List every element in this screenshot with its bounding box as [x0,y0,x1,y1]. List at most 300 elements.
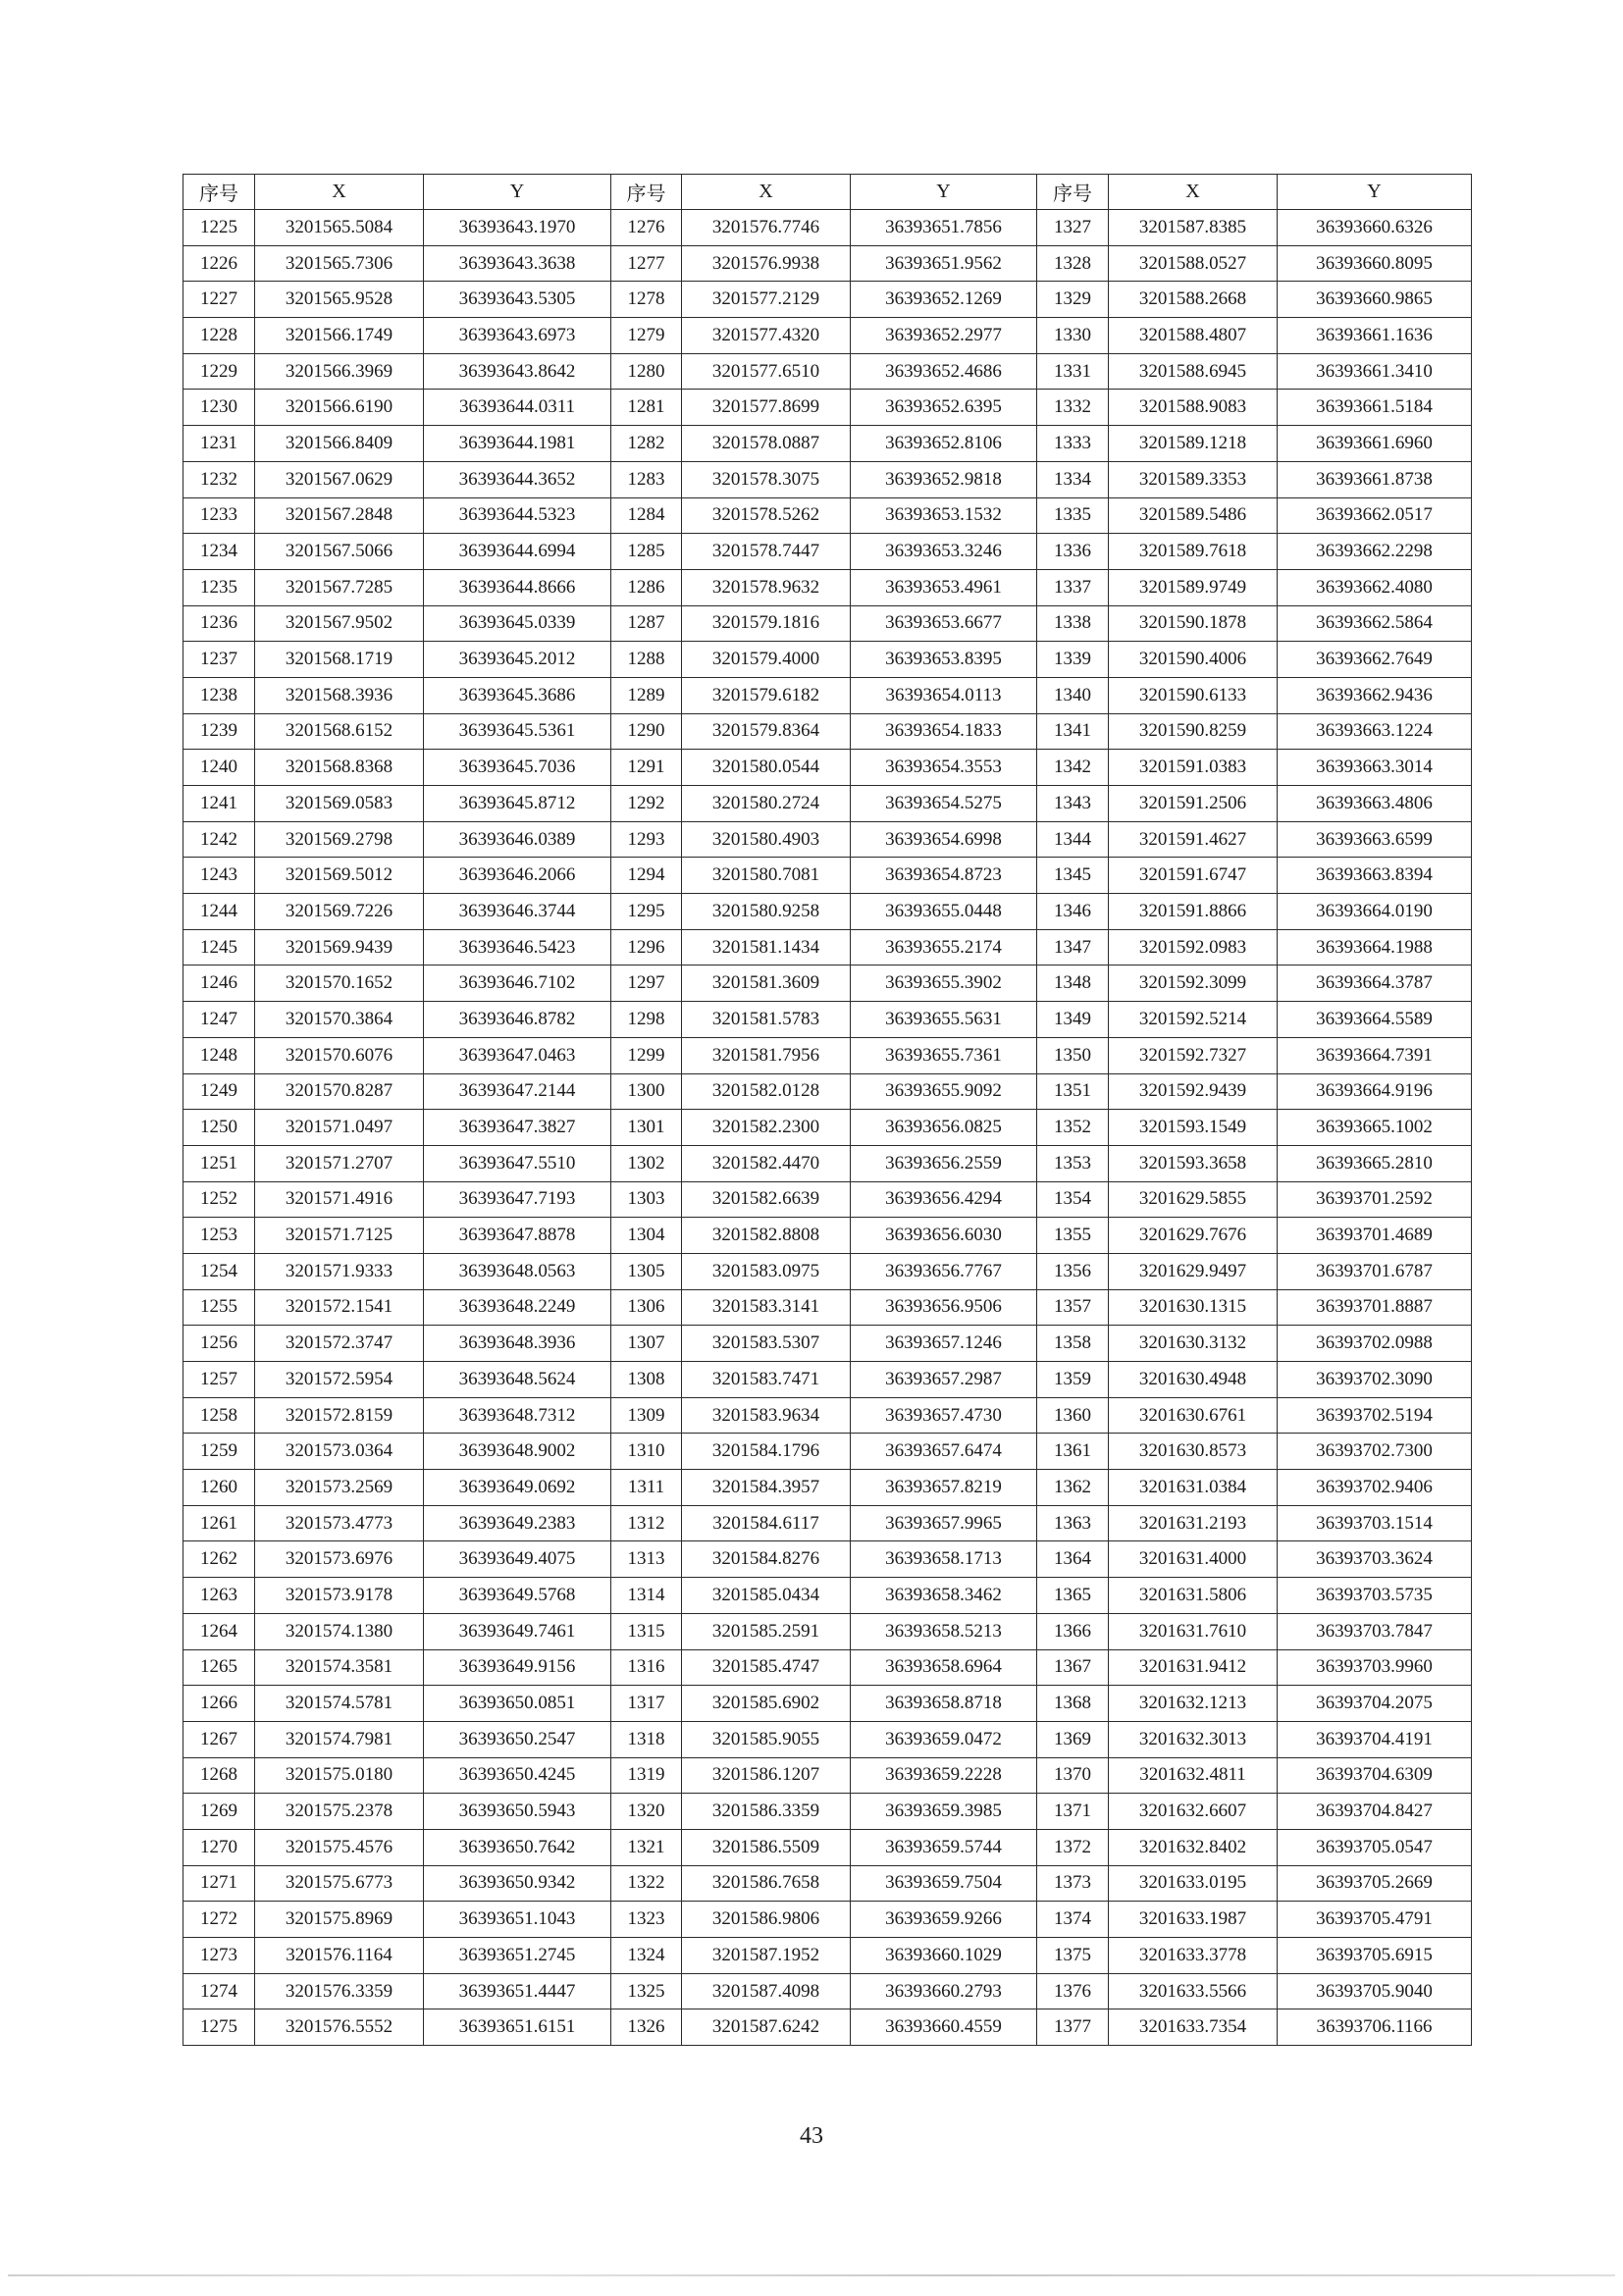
x-cell: 3201568.3936 [255,677,424,713]
x-cell: 3201575.2378 [255,1794,424,1830]
table-row [183,1362,1472,1398]
table-row [183,965,1472,1002]
x-cell: 3201587.1952 [682,1938,851,1974]
x-cell: 3201583.0975 [682,1253,851,1289]
x-cell: 3201588.9083 [1109,390,1278,426]
y-cell: 36393661.5184 [1278,390,1472,426]
x-cell: 3201572.8159 [255,1397,424,1434]
x-cell: 3201589.9749 [1109,569,1278,605]
y-cell: 36393704.4191 [1278,1721,1472,1757]
y-cell: 36393660.6326 [1278,210,1472,246]
y-cell: 36393703.9960 [1278,1649,1472,1686]
table-row [183,821,1472,858]
x-cell: 3201586.9806 [682,1902,851,1938]
x-cell: 3201565.9528 [255,282,424,318]
y-cell: 36393664.1988 [1278,929,1472,965]
x-cell: 3201589.7618 [1109,534,1278,570]
seq-cell: 1333 [1037,426,1109,462]
seq-cell: 1367 [1037,1649,1109,1686]
x-cell: 3201576.3359 [255,1973,424,2009]
y-cell: 36393656.0825 [851,1110,1037,1146]
seq-cell: 1233 [183,497,255,534]
x-cell: 3201629.9497 [1109,1253,1278,1289]
x-cell: 3201576.7746 [682,210,851,246]
y-cell: 36393644.3652 [424,461,611,497]
seq-cell: 1251 [183,1145,255,1181]
y-cell: 36393659.7504 [851,1865,1037,1902]
seq-cell: 1360 [1037,1397,1109,1434]
seq-cell: 1259 [183,1434,255,1470]
seq-cell: 1295 [611,894,682,930]
y-cell: 36393662.0517 [1278,497,1472,534]
y-cell: 36393660.1029 [851,1938,1037,1974]
seq-cell: 1345 [1037,858,1109,894]
x-cell: 3201571.4916 [255,1181,424,1218]
seq-cell: 1281 [611,390,682,426]
x-cell: 3201589.5486 [1109,497,1278,534]
x-cell: 3201591.8866 [1109,894,1278,930]
x-cell: 3201568.6152 [255,713,424,750]
x-cell: 3201589.1218 [1109,426,1278,462]
y-cell: 36393654.3553 [851,750,1037,786]
x-cell: 3201586.5509 [682,1829,851,1865]
seq-cell: 1249 [183,1073,255,1110]
y-cell: 36393647.5510 [424,1145,611,1181]
table-row [183,318,1472,354]
seq-cell: 1348 [1037,965,1109,1002]
x-cell: 3201572.5954 [255,1362,424,1398]
x-cell: 3201584.8276 [682,1541,851,1578]
seq-cell: 1312 [611,1505,682,1541]
seq-cell: 1374 [1037,1902,1109,1938]
seq-cell: 1288 [611,642,682,678]
y-cell: 36393647.8878 [424,1218,611,1254]
seq-cell: 1245 [183,929,255,965]
y-cell: 36393701.8887 [1278,1289,1472,1326]
y-cell: 36393702.9406 [1278,1470,1472,1506]
seq-cell: 1229 [183,353,255,390]
x-cell: 3201586.7658 [682,1865,851,1902]
seq-cell: 1237 [183,642,255,678]
seq-cell: 1332 [1037,390,1109,426]
y-cell: 36393664.3787 [1278,965,1472,1002]
table-row [183,461,1472,497]
seq-cell: 1317 [611,1686,682,1722]
y-cell: 36393661.8738 [1278,461,1472,497]
table-row [183,569,1472,605]
y-cell: 36393704.8427 [1278,1794,1472,1830]
x-cell: 3201577.6510 [682,353,851,390]
y-cell: 36393652.4686 [851,353,1037,390]
seq-cell: 1302 [611,1145,682,1181]
y-cell: 36393651.2745 [424,1938,611,1974]
x-cell: 3201591.6747 [1109,858,1278,894]
x-cell: 3201582.0128 [682,1073,851,1110]
seq-cell: 1329 [1037,282,1109,318]
seq-cell: 1334 [1037,461,1109,497]
y-cell: 36393647.2144 [424,1073,611,1110]
x-cell: 3201573.9178 [255,1578,424,1614]
seq-cell: 1265 [183,1649,255,1686]
x-cell: 3201629.5855 [1109,1181,1278,1218]
seq-cell: 1310 [611,1434,682,1470]
x-cell: 3201592.0983 [1109,929,1278,965]
x-cell: 3201567.0629 [255,461,424,497]
seq-cell: 1230 [183,390,255,426]
x-cell: 3201631.9412 [1109,1649,1278,1686]
seq-cell: 1246 [183,965,255,1002]
x-cell: 3201587.4098 [682,1973,851,2009]
x-cell: 3201592.5214 [1109,1002,1278,1038]
table-row [183,2009,1472,2046]
seq-cell: 1286 [611,569,682,605]
y-cell: 36393650.2547 [424,1721,611,1757]
x-cell: 3201590.4006 [1109,642,1278,678]
table-row [183,1470,1472,1506]
x-cell: 3201586.3359 [682,1794,851,1830]
table-row [183,1973,1472,2009]
y-cell: 36393652.6395 [851,390,1037,426]
seq-cell: 1275 [183,2009,255,2046]
x-cell: 3201591.2506 [1109,786,1278,822]
table-row [183,1794,1472,1830]
seq-cell: 1236 [183,605,255,642]
seq-cell: 1253 [183,1218,255,1254]
x-cell: 3201633.0195 [1109,1865,1278,1902]
seq-cell: 1304 [611,1218,682,1254]
y-cell: 36393701.6787 [1278,1253,1472,1289]
y-cell: 36393646.7102 [424,965,611,1002]
x-cell: 3201579.4000 [682,642,851,678]
x-cell: 3201570.6076 [255,1037,424,1073]
x-cell: 3201631.5806 [1109,1578,1278,1614]
seq-cell: 1364 [1037,1541,1109,1578]
seq-cell: 1330 [1037,318,1109,354]
x-cell: 3201582.4470 [682,1145,851,1181]
y-cell: 36393643.1970 [424,210,611,246]
coordinate-table [183,174,1472,2046]
seq-cell: 1279 [611,318,682,354]
y-cell: 36393662.4080 [1278,569,1472,605]
y-cell: 36393663.1224 [1278,713,1472,750]
table-row [183,929,1472,965]
x-cell: 3201577.8699 [682,390,851,426]
bottom-scan-line [8,2274,1615,2276]
y-cell: 36393663.3014 [1278,750,1472,786]
y-cell: 36393660.4559 [851,2009,1037,2046]
x-cell: 3201567.5066 [255,534,424,570]
y-cell: 36393704.2075 [1278,1686,1472,1722]
y-cell: 36393649.4075 [424,1541,611,1578]
y-cell: 36393658.1713 [851,1541,1037,1578]
table-row [183,1757,1472,1794]
y-cell: 36393648.2249 [424,1289,611,1326]
seq-cell: 1363 [1037,1505,1109,1541]
seq-cell: 1228 [183,318,255,354]
y-cell: 36393660.2793 [851,1973,1037,2009]
x-cell: 3201573.6976 [255,1541,424,1578]
seq-cell: 1289 [611,677,682,713]
y-cell: 36393654.8723 [851,858,1037,894]
x-cell: 3201584.6117 [682,1505,851,1541]
seq-cell: 1328 [1037,245,1109,282]
table-row [183,1181,1472,1218]
seq-cell: 1359 [1037,1362,1109,1398]
x-cell: 3201588.2668 [1109,282,1278,318]
y-cell: 36393702.0988 [1278,1326,1472,1362]
x-cell: 3201632.6607 [1109,1794,1278,1830]
seq-cell: 1311 [611,1470,682,1506]
y-cell: 36393705.2669 [1278,1865,1472,1902]
seq-cell: 1283 [611,461,682,497]
x-cell: 3201590.8259 [1109,713,1278,750]
seq-cell: 1377 [1037,2009,1109,2046]
y-cell: 36393647.3827 [424,1110,611,1146]
seq-cell: 1307 [611,1326,682,1362]
x-cell: 3201588.4807 [1109,318,1278,354]
x-cell: 3201567.2848 [255,497,424,534]
x-cell: 3201580.7081 [682,858,851,894]
table-row [183,1578,1472,1614]
y-cell: 36393657.2987 [851,1362,1037,1398]
seq-cell: 1369 [1037,1721,1109,1757]
x-cell: 3201567.9502 [255,605,424,642]
seq-cell: 1327 [1037,210,1109,246]
seq-cell: 1294 [611,858,682,894]
seq-cell: 1372 [1037,1829,1109,1865]
seq-cell: 1268 [183,1757,255,1794]
table-row [183,1649,1472,1686]
y-cell: 36393703.7847 [1278,1613,1472,1649]
table-row [183,786,1472,822]
seq-cell: 1337 [1037,569,1109,605]
seq-cell: 1322 [611,1865,682,1902]
seq-cell: 1248 [183,1037,255,1073]
seq-cell: 1353 [1037,1145,1109,1181]
seq-cell: 1226 [183,245,255,282]
y-cell: 36393648.7312 [424,1397,611,1434]
x-cell: 3201585.2591 [682,1613,851,1649]
x-cell: 3201632.8402 [1109,1829,1278,1865]
x-cell: 3201631.7610 [1109,1613,1278,1649]
x-cell: 3201631.4000 [1109,1541,1278,1578]
y-cell: 36393650.5943 [424,1794,611,1830]
table-row [183,245,1472,282]
header-y: Y [424,175,611,210]
x-cell: 3201629.7676 [1109,1218,1278,1254]
x-cell: 3201570.1652 [255,965,424,1002]
y-cell: 36393646.8782 [424,1002,611,1038]
y-cell: 36393651.9562 [851,245,1037,282]
y-cell: 36393650.4245 [424,1757,611,1794]
x-cell: 3201585.0434 [682,1578,851,1614]
table-row [183,390,1472,426]
table-row [183,713,1472,750]
x-cell: 3201574.5781 [255,1686,424,1722]
seq-cell: 1338 [1037,605,1109,642]
x-cell: 3201572.1541 [255,1289,424,1326]
y-cell: 36393657.4730 [851,1397,1037,1434]
header-y: Y [851,175,1037,210]
seq-cell: 1287 [611,605,682,642]
x-cell: 3201581.7956 [682,1037,851,1073]
y-cell: 36393656.4294 [851,1181,1037,1218]
y-cell: 36393653.6677 [851,605,1037,642]
y-cell: 36393645.7036 [424,750,611,786]
seq-cell: 1243 [183,858,255,894]
y-cell: 36393663.6599 [1278,821,1472,858]
y-cell: 36393660.8095 [1278,245,1472,282]
y-cell: 36393644.8666 [424,569,611,605]
seq-cell: 1346 [1037,894,1109,930]
y-cell: 36393645.3686 [424,677,611,713]
y-cell: 36393644.1981 [424,426,611,462]
y-cell: 36393659.3985 [851,1794,1037,1830]
seq-cell: 1343 [1037,786,1109,822]
y-cell: 36393652.8106 [851,426,1037,462]
y-cell: 36393657.8219 [851,1470,1037,1506]
seq-cell: 1297 [611,965,682,1002]
x-cell: 3201574.1380 [255,1613,424,1649]
x-cell: 3201575.8969 [255,1902,424,1938]
y-cell: 36393658.6964 [851,1649,1037,1686]
x-cell: 3201576.1164 [255,1938,424,1974]
y-cell: 36393662.2298 [1278,534,1472,570]
y-cell: 36393661.3410 [1278,353,1472,390]
seq-cell: 1252 [183,1181,255,1218]
seq-cell: 1351 [1037,1073,1109,1110]
seq-cell: 1264 [183,1613,255,1649]
y-cell: 36393658.8718 [851,1686,1037,1722]
x-cell: 3201579.1816 [682,605,851,642]
x-cell: 3201584.1796 [682,1434,851,1470]
seq-cell: 1257 [183,1362,255,1398]
y-cell: 36393646.3744 [424,894,611,930]
seq-cell: 1239 [183,713,255,750]
y-cell: 36393645.8712 [424,786,611,822]
y-cell: 36393645.5361 [424,713,611,750]
y-cell: 36393705.9040 [1278,1973,1472,2009]
x-cell: 3201577.4320 [682,318,851,354]
x-cell: 3201630.6761 [1109,1397,1278,1434]
x-cell: 3201581.5783 [682,1002,851,1038]
x-cell: 3201572.3747 [255,1326,424,1362]
x-cell: 3201584.3957 [682,1470,851,1506]
x-cell: 3201567.7285 [255,569,424,605]
seq-cell: 1256 [183,1326,255,1362]
y-cell: 36393655.2174 [851,929,1037,965]
x-cell: 3201633.5566 [1109,1973,1278,2009]
seq-cell: 1305 [611,1253,682,1289]
x-cell: 3201583.5307 [682,1326,851,1362]
x-cell: 3201592.3099 [1109,965,1278,1002]
seq-cell: 1370 [1037,1757,1109,1794]
y-cell: 36393659.5744 [851,1829,1037,1865]
table-row [183,1541,1472,1578]
x-cell: 3201582.6639 [682,1181,851,1218]
y-cell: 36393662.9436 [1278,677,1472,713]
y-cell: 36393652.1269 [851,282,1037,318]
seq-cell: 1285 [611,534,682,570]
seq-cell: 1373 [1037,1865,1109,1902]
y-cell: 36393653.1532 [851,497,1037,534]
x-cell: 3201570.8287 [255,1073,424,1110]
seq-cell: 1270 [183,1829,255,1865]
x-cell: 3201633.1987 [1109,1902,1278,1938]
y-cell: 36393654.6998 [851,821,1037,858]
y-cell: 36393661.6960 [1278,426,1472,462]
y-cell: 36393651.4447 [424,1973,611,2009]
x-cell: 3201570.3864 [255,1002,424,1038]
x-cell: 3201630.4948 [1109,1362,1278,1398]
table-row [183,210,1472,246]
seq-cell: 1313 [611,1541,682,1578]
table-row [183,605,1472,642]
table-row [183,1938,1472,1974]
seq-cell: 1278 [611,282,682,318]
y-cell: 36393656.9506 [851,1289,1037,1326]
seq-cell: 1293 [611,821,682,858]
x-cell: 3201582.2300 [682,1110,851,1146]
y-cell: 36393655.7361 [851,1037,1037,1073]
seq-cell: 1354 [1037,1181,1109,1218]
x-cell: 3201581.3609 [682,965,851,1002]
y-cell: 36393659.0472 [851,1721,1037,1757]
y-cell: 36393702.7300 [1278,1434,1472,1470]
y-cell: 36393653.3246 [851,534,1037,570]
y-cell: 36393643.5305 [424,282,611,318]
y-cell: 36393665.2810 [1278,1145,1472,1181]
seq-cell: 1339 [1037,642,1109,678]
seq-cell: 1290 [611,713,682,750]
y-cell: 36393701.2592 [1278,1181,1472,1218]
y-cell: 36393652.2977 [851,318,1037,354]
seq-cell: 1335 [1037,497,1109,534]
x-cell: 3201585.6902 [682,1686,851,1722]
seq-cell: 1303 [611,1181,682,1218]
seq-cell: 1232 [183,461,255,497]
table-row [183,497,1472,534]
x-cell: 3201571.0497 [255,1110,424,1146]
table-row [183,1613,1472,1649]
seq-cell: 1296 [611,929,682,965]
seq-cell: 1362 [1037,1470,1109,1506]
seq-cell: 1376 [1037,1973,1109,2009]
seq-cell: 1263 [183,1578,255,1614]
y-cell: 36393701.4689 [1278,1218,1472,1254]
seq-cell: 1300 [611,1073,682,1110]
x-cell: 3201575.4576 [255,1829,424,1865]
x-cell: 3201571.2707 [255,1145,424,1181]
y-cell: 36393657.6474 [851,1434,1037,1470]
x-cell: 3201577.2129 [682,282,851,318]
y-cell: 36393649.5768 [424,1578,611,1614]
x-cell: 3201579.6182 [682,677,851,713]
x-cell: 3201593.3658 [1109,1145,1278,1181]
x-cell: 3201579.8364 [682,713,851,750]
x-cell: 3201591.4627 [1109,821,1278,858]
table-row [183,282,1472,318]
x-cell: 3201578.9632 [682,569,851,605]
y-cell: 36393656.7767 [851,1253,1037,1289]
y-cell: 36393658.3462 [851,1578,1037,1614]
x-cell: 3201573.4773 [255,1505,424,1541]
seq-cell: 1324 [611,1938,682,1974]
seq-cell: 1254 [183,1253,255,1289]
y-cell: 36393644.0311 [424,390,611,426]
seq-cell: 1326 [611,2009,682,2046]
y-cell: 36393649.7461 [424,1613,611,1649]
